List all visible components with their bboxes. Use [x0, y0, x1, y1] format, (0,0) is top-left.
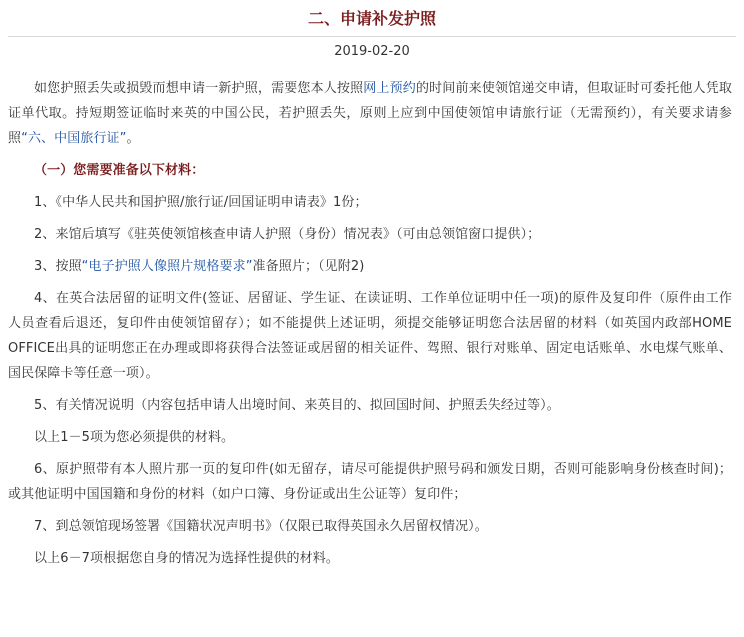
travel-document-link[interactable]: “六、中国旅行证” — [21, 131, 127, 146]
article-body — [8, 76, 732, 578]
publish-date: 2019-02-20 — [334, 44, 410, 59]
online-appointment-link[interactable]: 网上预约 — [363, 81, 416, 96]
page-title: 二、申请补发护照 — [307, 9, 436, 28]
intro-text-1: 如您护照丢失或损毁而想申请一新护照，需要您本人按照 — [34, 81, 364, 96]
section-heading-materials: （一）您需要准备以下材料： — [34, 163, 205, 178]
list-item-3 — [8, 254, 732, 279]
note-optional: 以上6－7项根据您自身的情况为选择性提供的材料。 — [34, 551, 339, 566]
list-item-6: 6、原护照带有本人照片那一页的复印件(如无留存，请尽可能提供护照号码和颁发日期，否则可能影响身份核查时间)；或其他证明中国国籍和身份的材料（如户口簿、身份证或出生公证等）复印件； — [8, 462, 732, 502]
intro-text-3: 。 — [126, 131, 140, 146]
title-divider — [8, 36, 736, 37]
list-item-1: 1、《中华人民共和国护照/旅行证/回国证明申请表》1份； — [34, 195, 368, 210]
intro-paragraph — [8, 76, 732, 151]
note-required: 以上1－5项为您必须提供的材料。 — [34, 430, 235, 445]
list-item-7: 7、到总领馆现场签署《国籍状况声明书》（仅限已取得英国永久居留权情况）。 — [34, 519, 488, 534]
photo-spec-link[interactable]: “电子护照人像照片规格要求” — [81, 259, 253, 274]
list-item-2: 2、来馆后填写《驻英使领馆核查申请人护照（身份）情况表》（可由总领馆窗口提供）； — [34, 227, 541, 242]
list-item-4: 4、在英合法居留的证明文件(签证、居留证、学生证、在读证明、工作单位证明中任一项)的原件及复印件（原件由工作人员查看后退还，复印件由使领馆留存）；如不能提供上述证明，须提交能够证明您合法居留的材料（如英国内政部HOME OFFICE出具的证明您正在办理或即将获得合法签证或居留的相关证件、驾照、银行对账单、固定电话账单、水电煤气账单、国民保障卡等任意一项）。 — [8, 291, 732, 381]
list-item-5: 5、有关情况说明（内容包括申请人出境时间、来英目的、拟回国时间、护照丢失经过等）。 — [34, 398, 560, 413]
item3-prefix: 3、按照 — [34, 259, 82, 274]
intro-text-2: 的时间前来使领馆递交申请，但取证时可委托他人凭取证单代取。持短期签证临时来英的中国公民，若护照丢失，原则上应到中国使领馆申请旅行证（无需预约），有关要求请参照 — [8, 81, 732, 146]
item3-suffix: 准备照片；（见附2) — [252, 259, 365, 274]
